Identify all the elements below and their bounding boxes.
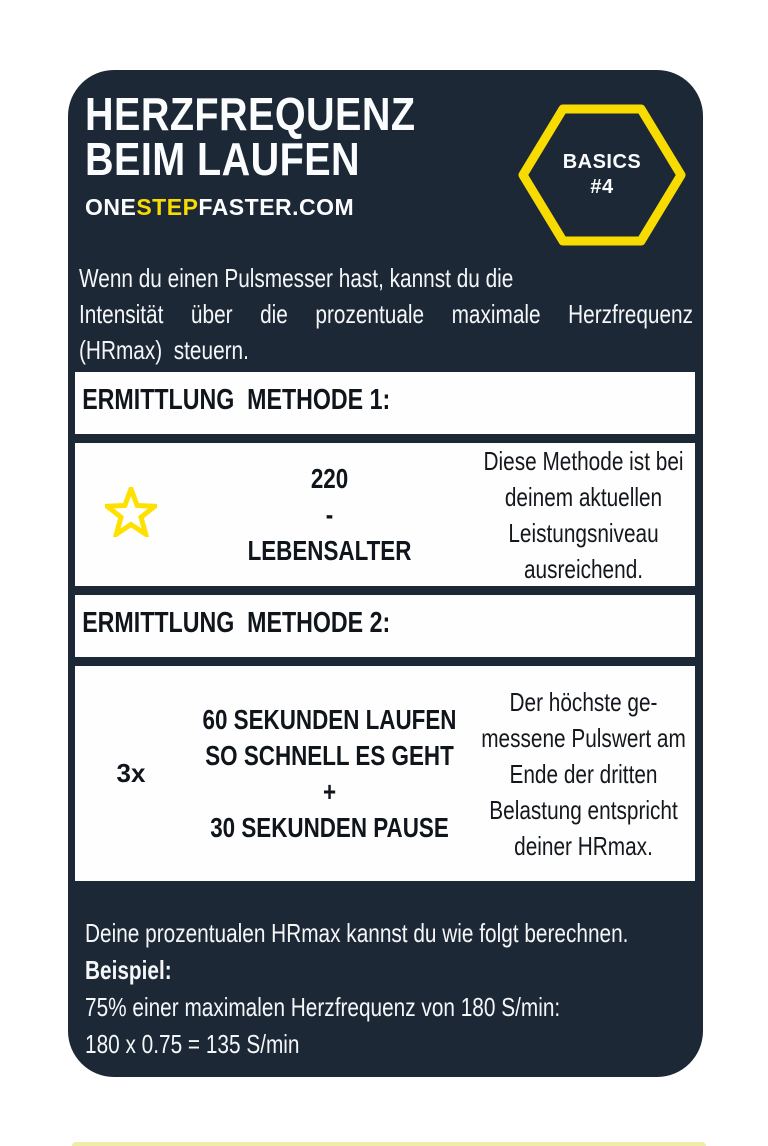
website-url bbox=[85, 194, 354, 221]
note-line: Belastung entspricht bbox=[489, 794, 678, 825]
note-line: Leistungsniveau bbox=[508, 517, 659, 548]
formula-line: 30 SEKUNDEN PAUSE bbox=[210, 811, 449, 843]
intro-line: Intensität über die prozentuale maximale Herzfrequenz bbox=[79, 299, 693, 329]
method1-header-text: ERMITTLUNG METHODE 1: bbox=[82, 383, 391, 416]
note-line: ausreichend. bbox=[523, 553, 644, 584]
intro-line: (HRmax) steuern. bbox=[79, 335, 249, 365]
method2-box bbox=[75, 666, 695, 881]
calculation-example bbox=[85, 915, 695, 1063]
intro-paragraph bbox=[79, 260, 693, 368]
formula-line: 220 bbox=[310, 462, 349, 494]
title-line-1: HERZFREQUENZ bbox=[85, 88, 416, 140]
website-part-step: STEP bbox=[136, 194, 199, 220]
method1-header-bar bbox=[75, 372, 695, 434]
repetition-count: 3x bbox=[116, 758, 146, 788]
method-sections bbox=[75, 372, 695, 890]
outro-line: 75% einer maximalen Herzfrequenz von 180 S/min: bbox=[85, 992, 561, 1022]
outro-line: 180 x 0.75 = 135 S/min bbox=[85, 1029, 300, 1059]
info-card bbox=[68, 70, 703, 1077]
outro-line-beispiel: Beispiel: bbox=[85, 955, 172, 985]
intro-line: Wenn du einen Pulsmesser hast, kannst du die bbox=[79, 263, 514, 293]
formula-line: LEBENSALTER bbox=[247, 534, 412, 566]
method1-icon-column bbox=[75, 487, 187, 542]
method2-note bbox=[472, 684, 695, 864]
note-line: deiner HRmax. bbox=[514, 830, 653, 861]
title-line-2: BEIM LAUFEN bbox=[85, 133, 361, 185]
formula-line: - bbox=[325, 498, 334, 530]
note-line: messene Pulswert am bbox=[481, 722, 686, 753]
badge-line-1: BASICS bbox=[562, 151, 642, 173]
method2-header-bar bbox=[75, 595, 695, 657]
method1-formula bbox=[187, 461, 472, 569]
note-line: Diese Methode ist bei bbox=[483, 445, 684, 476]
formula-line: + bbox=[322, 775, 337, 807]
note-line: Ende der dritten bbox=[509, 758, 658, 789]
method2-multiplier-column bbox=[75, 758, 187, 789]
next-card-top-edge bbox=[72, 1142, 706, 1146]
formula-line: 60 SEKUNDEN LAUFEN bbox=[202, 703, 457, 735]
badge-label bbox=[517, 100, 687, 250]
note-line: deinem aktuellen bbox=[504, 481, 663, 512]
method2-formula bbox=[187, 702, 472, 846]
formula-line: SO SCHNELL ES GEHT bbox=[205, 739, 454, 771]
page-title bbox=[85, 88, 416, 185]
star-icon bbox=[105, 487, 157, 542]
outro-line: Deine prozentualen HRmax kannst du wie folgt berechnen. bbox=[85, 918, 629, 948]
basics-badge bbox=[517, 100, 687, 250]
note-line: Der höchste ge- bbox=[509, 686, 658, 717]
method2-header-text: ERMITTLUNG METHODE 2: bbox=[82, 606, 391, 639]
website-part-faster: FASTER.COM bbox=[198, 194, 355, 220]
website-part-one: ONE bbox=[85, 194, 137, 220]
method1-note bbox=[472, 443, 695, 587]
badge-line-2: #4 bbox=[590, 176, 614, 198]
method1-box bbox=[75, 443, 695, 586]
